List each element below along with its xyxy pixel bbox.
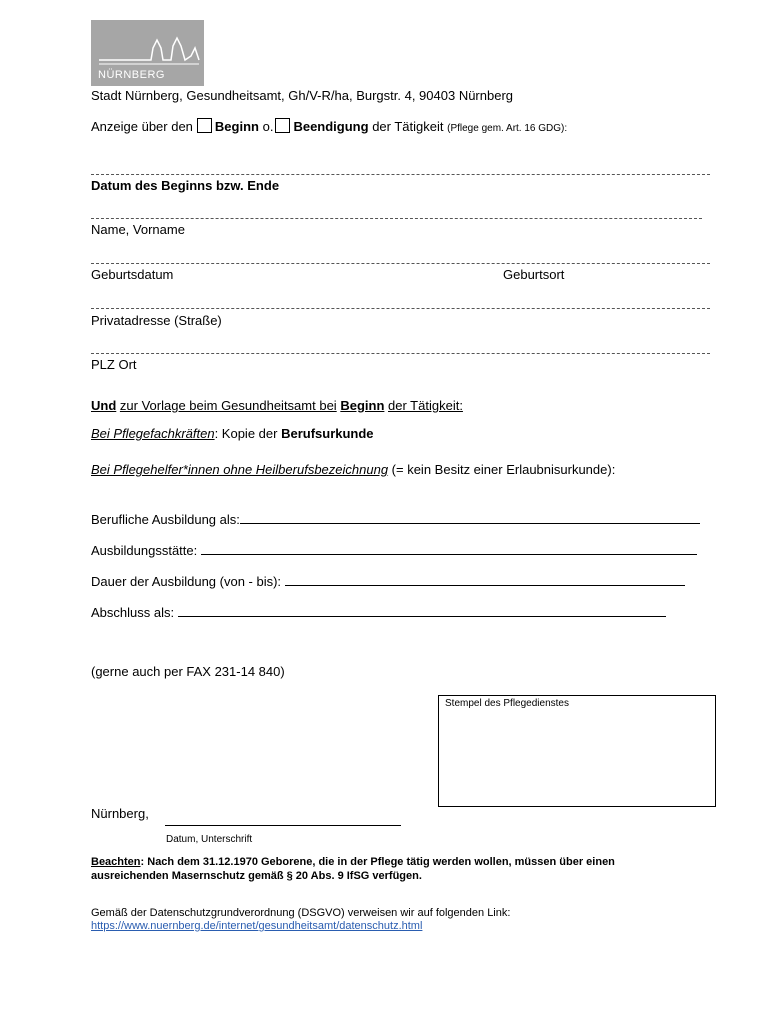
notice-line [91, 118, 567, 137]
nurses-text: : Kopie der [214, 426, 278, 441]
logo-text: NÜRNBERG [98, 69, 165, 81]
vocational-input[interactable] [240, 511, 700, 524]
nurses-doc: Berufsurkunde [281, 426, 374, 441]
zip-input-line[interactable] [91, 353, 710, 354]
helpers-label: Bei Pflegehelfer*innen ohne Heilberufsbezeichnung [91, 462, 389, 477]
privacy-link[interactable]: https://www.nuernberg.de/internet/gesundheitsamt/datenschutz.html [91, 920, 423, 932]
address-input-line[interactable] [91, 308, 710, 309]
notice-small: (Pflege gem. Art. 16 GDG): [447, 123, 568, 134]
degree-label: Abschluss als: [91, 605, 175, 620]
notice-suffix: der Tätigkeit [372, 119, 444, 134]
zip-label: PLZ Ort [91, 357, 137, 372]
privacy-link-wrap [91, 919, 422, 933]
degree-row [91, 604, 666, 621]
option-end-label: Beendigung [293, 119, 369, 134]
signature-city: Nürnberg, [91, 806, 149, 821]
option-begin-label: Beginn [214, 119, 259, 134]
degree-input[interactable] [178, 604, 666, 617]
helpers-line [91, 462, 615, 478]
measles-notice [91, 855, 681, 883]
name-input-line[interactable] [91, 218, 702, 219]
option-separator: o. [262, 119, 274, 134]
birthdate-label: Geburtsdatum [91, 267, 174, 282]
vocational-row [91, 511, 700, 528]
name-label: Name, Vorname [91, 222, 185, 237]
end-checkbox[interactable] [275, 118, 290, 133]
birth-input-line[interactable] [91, 263, 710, 264]
duration-input[interactable] [285, 573, 685, 586]
duration-label: Dauer der Ausbildung (von - bis): [91, 574, 282, 589]
und-label: Und [91, 398, 117, 413]
city-logo [91, 20, 204, 86]
stamp-box[interactable] [438, 695, 716, 807]
notice-prefix: Anzeige über den [91, 119, 193, 134]
begin-checkbox[interactable] [197, 118, 212, 133]
school-label: Ausbildungsstätte: [91, 543, 198, 558]
privacy-text: Gemäß der Datenschutzgrundverordnung (DSGVO) verweisen wir auf folgenden Link: [91, 907, 511, 919]
duration-row [91, 573, 685, 590]
helpers-text: (= kein Besitz einer Erlaubnisurkunde): [391, 462, 616, 477]
birthplace-label: Geburtsort [503, 267, 565, 282]
nurses-label: Bei Pflegefachkräften [91, 426, 215, 441]
stamp-label: Stempel des Pflegedienstes [445, 698, 569, 709]
signature-line[interactable] [165, 825, 401, 826]
submission-text-a: zur Vorlage beim Gesundheitsamt bei [119, 398, 337, 413]
notice-text: : Nach dem 31.12.1970 Geborene, die in der Pflege tätig werden wollen, müssen über einen ausreichenden Masernschutz gemäß § 20 Abs. 9 IfSG verfügen. [91, 856, 615, 882]
submission-heading [91, 398, 463, 414]
submission-text-b: der Tätigkeit: [388, 398, 463, 413]
fax-note: (gerne auch per FAX 231-14 840) [91, 664, 285, 679]
notice-label: Beachten [91, 856, 141, 868]
date-input-line[interactable] [91, 174, 710, 175]
address-label: Privatadresse (Straße) [91, 313, 222, 328]
nurses-line [91, 426, 374, 442]
school-input[interactable] [201, 542, 697, 555]
submission-beginn: Beginn [340, 398, 385, 413]
vocational-label: Berufliche Ausbildung als: [91, 512, 240, 527]
date-label: Datum des Beginns bzw. Ende [91, 178, 280, 193]
school-row [91, 542, 697, 559]
signature-caption: Datum, Unterschrift [166, 834, 253, 845]
office-address: Stadt Nürnberg, Gesundheitsamt, Gh/V-R/ha, Burgstr. 4, 90403 Nürnberg [91, 88, 514, 103]
